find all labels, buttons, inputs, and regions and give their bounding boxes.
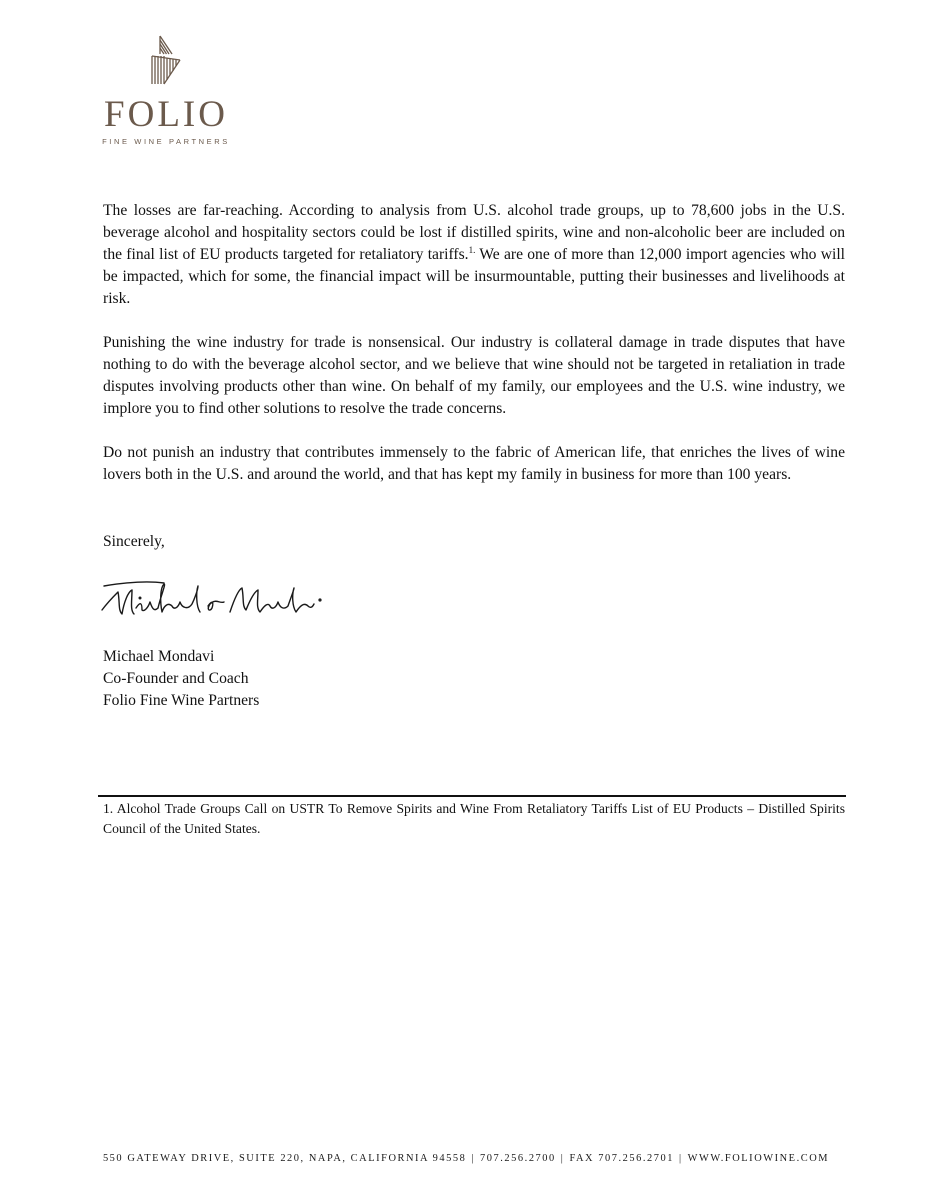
footnote-reference: 1. [468,244,476,255]
footer-separator: | [560,1153,565,1164]
letterhead-logo [96,34,236,146]
footnote: 1. Alcohol Trade Groups Call on USTR To Remove Spirits and Wine From Retaliatory Tariffs List of EU Products – Distilled Spirits Council of the United States. [103,801,845,836]
footer-separator: | [471,1153,476,1164]
footer-phone: 707.256.2700 [480,1153,556,1164]
company-name: FOLIO [104,94,228,135]
footer-fax: FAX 707.256.2701 [569,1153,674,1164]
signatory-company: Folio Fine Wine Partners [103,692,260,709]
paragraph-punishing: Punishing the wine industry for trade is nonsensical. Our industry is collateral damage in trade disputes that have nothing to do with the beverage alcohol sector, and we believe that wine should not be targeted in retaliation in trade disputes involving products other than wine. On behalf of my family, our employees and the U.S. wine industry, we implore you to find other solutions to resolve the trade concerns. [103,334,845,417]
signatory-block [103,646,259,712]
signatory-name: Michael Mondavi [103,648,215,665]
closing: Sincerely, [103,533,165,550]
signatory-title: Co-Founder and Coach [103,670,249,687]
company-tagline: FINE WINE PARTNERS [102,137,230,146]
paragraph-industry: Do not punish an industry that contributes immensely to the fabric of American life, that enriches the lives of wine lovers both in the U.S. and around the world, and that has kept my family in business for more than 100 years. [103,444,845,483]
letter-body [103,200,845,508]
footer-separator: | [679,1153,683,1164]
handwritten-signature [98,572,334,624]
folio-leaf-logo-icon [146,34,186,86]
footer-street: 550 GATEWAY DRIVE, SUITE 220, NAPA, CALIFORNIA 94558 [102,1153,467,1164]
paragraph-losses: The losses are far-reaching. According to analysis from U.S. alcohol trade groups, up to 78,600 jobs in the U.S. beverage alcohol and hospitality sectors could be lost if distilled spirits, wine and non-alcoholic beer are included on the final list of EU products targeted for retaliatory tariffs.$^{1.}$ We are one of more than 12,000 import agencies who will be impacted, which for some, the financial impact will be insurmountable, putting their businesses and livelihoods at risk. [103,202,846,307]
footer-address [0,1153,932,1164]
footnote-divider [98,795,846,797]
footer-website: WWW.FOLIOWINE.COM [687,1153,830,1164]
